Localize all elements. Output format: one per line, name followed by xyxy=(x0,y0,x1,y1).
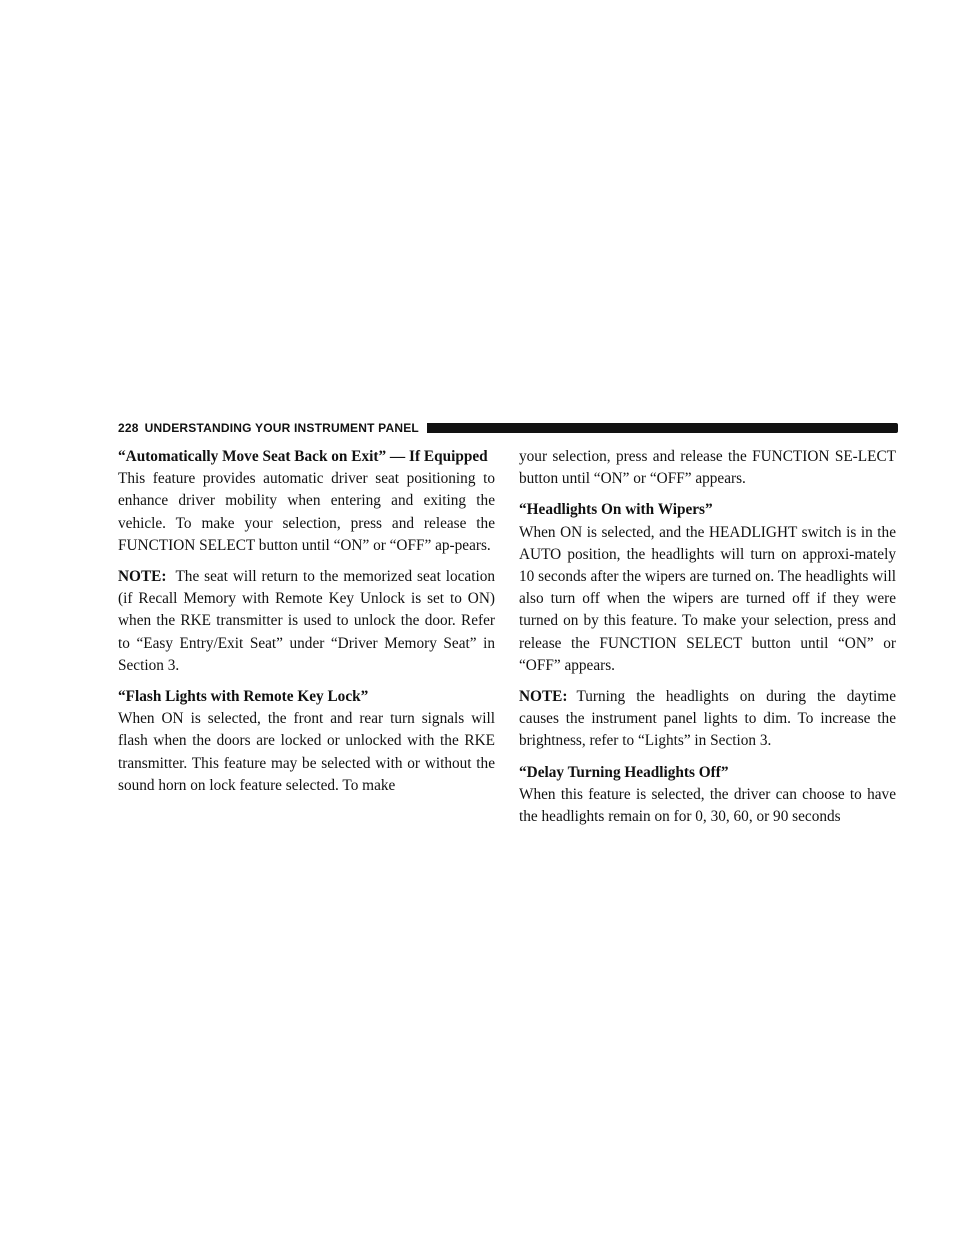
left-column xyxy=(118,446,495,797)
paragraph-seat-back: This feature provides automatic driver seat positioning to enhance driver mobility when entering and exiting the vehicle. To make your selection, press and release the FUNCTION SELECT button until “ON” or “OFF” ap-pears. xyxy=(118,470,495,554)
page-number: 228 xyxy=(118,421,139,435)
note-seat xyxy=(118,566,495,677)
note-headlights xyxy=(519,686,896,753)
right-column xyxy=(519,446,896,828)
heading-flash-lights: “Flash Lights with Remote Key Lock” xyxy=(118,688,369,706)
paragraph-continued: your selection, press and release the FUNCTION SE-LECT button until “ON” or “OFF” appears. xyxy=(519,448,896,488)
paragraph-delay-headlights: When this feature is selected, the driver can choose to have the headlights remain on for 0, 30, 60, or 90 seconds xyxy=(519,785,896,826)
paragraph-headlights-wipers: When ON is selected, and the HEADLIGHT switch is in the AUTO position, the headlights will turn on approxi-mately 10 seconds after the wipers are turned on. The headlights will also turn off when the wipers are turned off if they were turned on by this feature. To make your selection, press and release the FUNCTION SELECT button until “ON” or “OFF” appears. xyxy=(519,523,896,674)
note-label: NOTE: xyxy=(519,688,568,706)
page-header xyxy=(118,419,898,437)
header-rule xyxy=(427,423,898,433)
note-label: NOTE: xyxy=(118,568,167,586)
heading-delay-headlights: “Delay Turning Headlights Off” xyxy=(519,763,729,781)
note-text: The seat will return to the memorized seat location (if Recall Memory with Remote Key Unlock is set to ON) when the RKE transmitter is used to unlock the door. Refer to “Easy Entry/Exit Seat” under “Driver Memory Seat” in Section 3. xyxy=(118,568,495,674)
heading-headlights-wipers: “Headlights On with Wipers” xyxy=(519,501,713,519)
section-title: UNDERSTANDING YOUR INSTRUMENT PANEL xyxy=(144,421,419,435)
paragraph-flash-lights: When ON is selected, the front and rear turn signals will flash when the doors are locked or unlocked with the RKE transmitter. This feature may be selected with or without the sound horn on lock feature selected. To make xyxy=(118,710,495,794)
note-text: Turning the headlights on during the daytime causes the instrument panel lights to dim. To increase the brightness, refer to “Lights” in Section 3. xyxy=(519,688,896,750)
heading-seat-back-on-exit: “Automatically Move Seat Back on Exit” — If Equipped xyxy=(118,448,488,465)
